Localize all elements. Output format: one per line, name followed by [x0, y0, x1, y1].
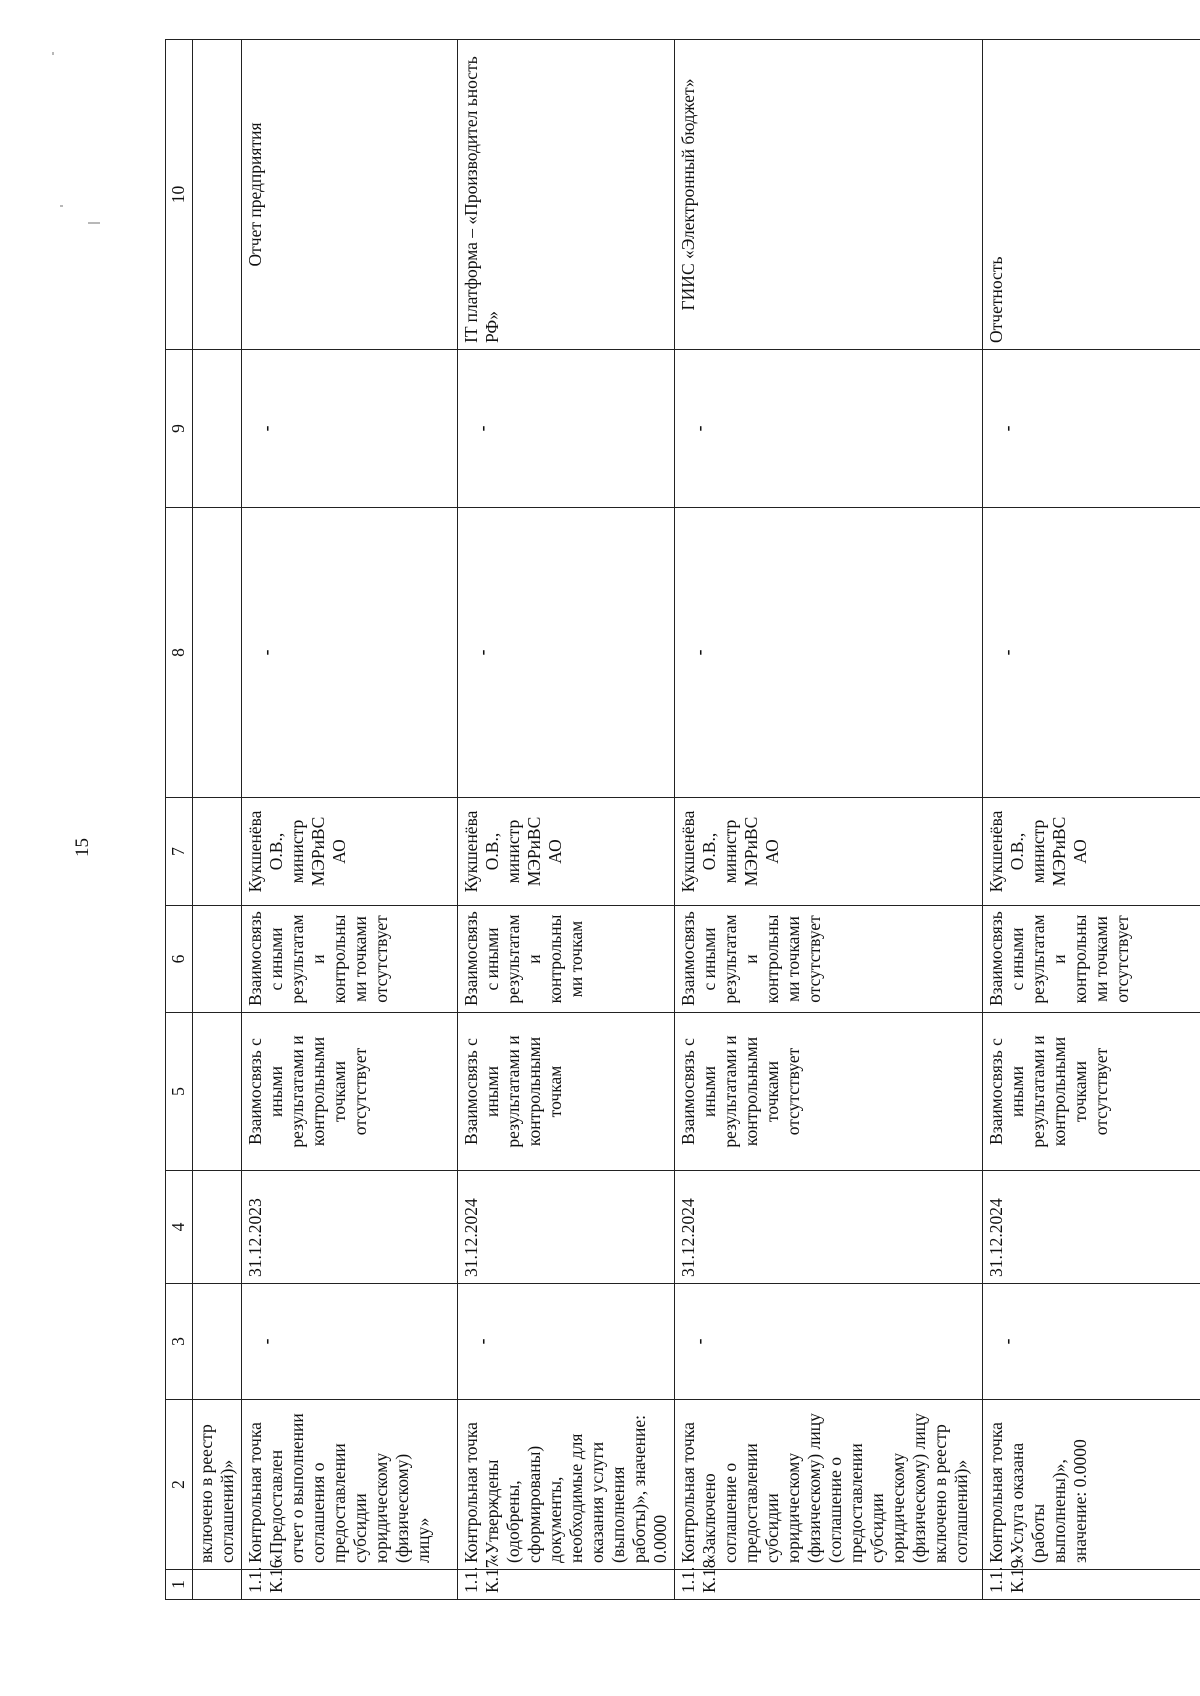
row-description: Контрольная точка «Услуга оказана (работы выполнены)», значение: 0.0000: [983, 1400, 1200, 1570]
header-cell: 1: [166, 1570, 193, 1600]
row-col8: -: [458, 508, 675, 798]
scan-speck: [60, 205, 63, 207]
row-col9: -: [983, 350, 1200, 508]
row-col8: -: [675, 508, 983, 798]
continuation-row: [193, 40, 242, 1600]
row-responsible: Кукшенёва О.В., министр МЭРиВС АО: [458, 798, 675, 906]
table-cell: [193, 508, 242, 798]
row-col5: Взаимосвязь с иными результатами и контрольными точками отсутствует: [675, 1013, 983, 1171]
row-id: 1.1. К.16: [242, 1570, 458, 1600]
row-col6: Взаимосвязь с иными результатам и контрольны ми точками отсутствует: [675, 906, 983, 1013]
row-col10: Отчетность: [983, 40, 1200, 350]
row-col10: ГИИС «Электронный бюджет»: [675, 40, 983, 350]
table-cell: [193, 1013, 242, 1171]
row-col10: Отчет предприятия: [242, 40, 458, 350]
header-cell: 10: [166, 40, 193, 350]
header-cell: 3: [166, 1284, 193, 1400]
header-row: [166, 40, 193, 1600]
row-description: Контрольная точка «Заключено соглашение о предоставлении субсидии юридическому (физическому) лицу (соглашение о предоставлении субсидии юридическому (физическому) лицу включено в реестр соглашений)»: [675, 1400, 983, 1570]
table-cell: [193, 350, 242, 508]
row-date: 31.12.2023: [242, 1171, 458, 1284]
table-cell: [193, 906, 242, 1013]
header-cell: 7: [166, 798, 193, 906]
row-responsible: Кукшенёва О.В., министр МЭРиВС АО: [675, 798, 983, 906]
page-number: 15: [72, 838, 93, 857]
row-col5: Взаимосвязь с иными результатами и контрольными точками отсутствует: [242, 1013, 458, 1171]
row-responsible: Кукшенёва О.В., министр МЭРиВС АО: [242, 798, 458, 906]
header-cell: 8: [166, 508, 193, 798]
scan-speck: [52, 52, 54, 55]
header-cell: 5: [166, 1013, 193, 1171]
row-col3: -: [458, 1284, 675, 1400]
row-col9: -: [242, 350, 458, 508]
header-cell: 9: [166, 350, 193, 508]
row-col8: -: [242, 508, 458, 798]
row-col8: -: [983, 508, 1200, 798]
control-points-table: [165, 39, 1200, 1600]
row-date: 31.12.2024: [983, 1171, 1200, 1284]
row-col3: -: [983, 1284, 1200, 1400]
row-col5: Взаимосвязь с иными результатами и контрольными точкам: [458, 1013, 675, 1171]
row-id: 1.1. К.17: [458, 1570, 675, 1600]
row-description: Контрольная точка «Предоставлен отчет о выполнении соглашения о предоставлении субсидии юридическому (физическому) лицу»: [242, 1400, 458, 1570]
table-row: [458, 40, 675, 1600]
table-cell: [193, 1570, 242, 1600]
header-cell: 4: [166, 1171, 193, 1284]
row-col6: Взаимосвязь с иными результатам и контрольны ми точками отсутствует: [983, 906, 1200, 1013]
row-id: 1.1. К.19: [983, 1570, 1200, 1600]
row-responsible: Кукшенёва О.В., министр МЭРиВС АО: [983, 798, 1200, 906]
row-col10: IT платформа – «Производител ьность РФ»: [458, 40, 675, 350]
row-col5: Взаимосвязь с иными результатами и контрольными точками отсутствует: [983, 1013, 1200, 1171]
row-id: 1.1. К.18: [675, 1570, 983, 1600]
continuation-text: включено в реестр соглашений)»: [193, 1400, 242, 1570]
header-cell: 2: [166, 1400, 193, 1570]
header-cell: 6: [166, 906, 193, 1013]
table-row: [675, 40, 983, 1600]
table-cell: [193, 40, 242, 350]
rotated-table-container: [165, 40, 1132, 1600]
row-col3: -: [242, 1284, 458, 1400]
scan-speck: [88, 222, 100, 224]
row-col9: -: [675, 350, 983, 508]
row-col6: Взаимосвязь с иными результатам и контрольны ми точкам: [458, 906, 675, 1013]
table-row: [242, 40, 458, 1600]
row-col9: -: [458, 350, 675, 508]
row-col6: Взаимосвязь с иными результатам и контрольны ми точками отсутствует: [242, 906, 458, 1013]
table-cell: [193, 798, 242, 906]
row-col3: -: [675, 1284, 983, 1400]
row-date: 31.12.2024: [458, 1171, 675, 1284]
row-date: 31.12.2024: [675, 1171, 983, 1284]
row-description: Контрольная точка «Утверждены (одобрены, сформированы) документы, необходимые для оказания услуги (выполнения работы)», значение: 0.0000: [458, 1400, 675, 1570]
table-cell: [193, 1284, 242, 1400]
table-row: [983, 40, 1200, 1600]
table-cell: [193, 1171, 242, 1284]
